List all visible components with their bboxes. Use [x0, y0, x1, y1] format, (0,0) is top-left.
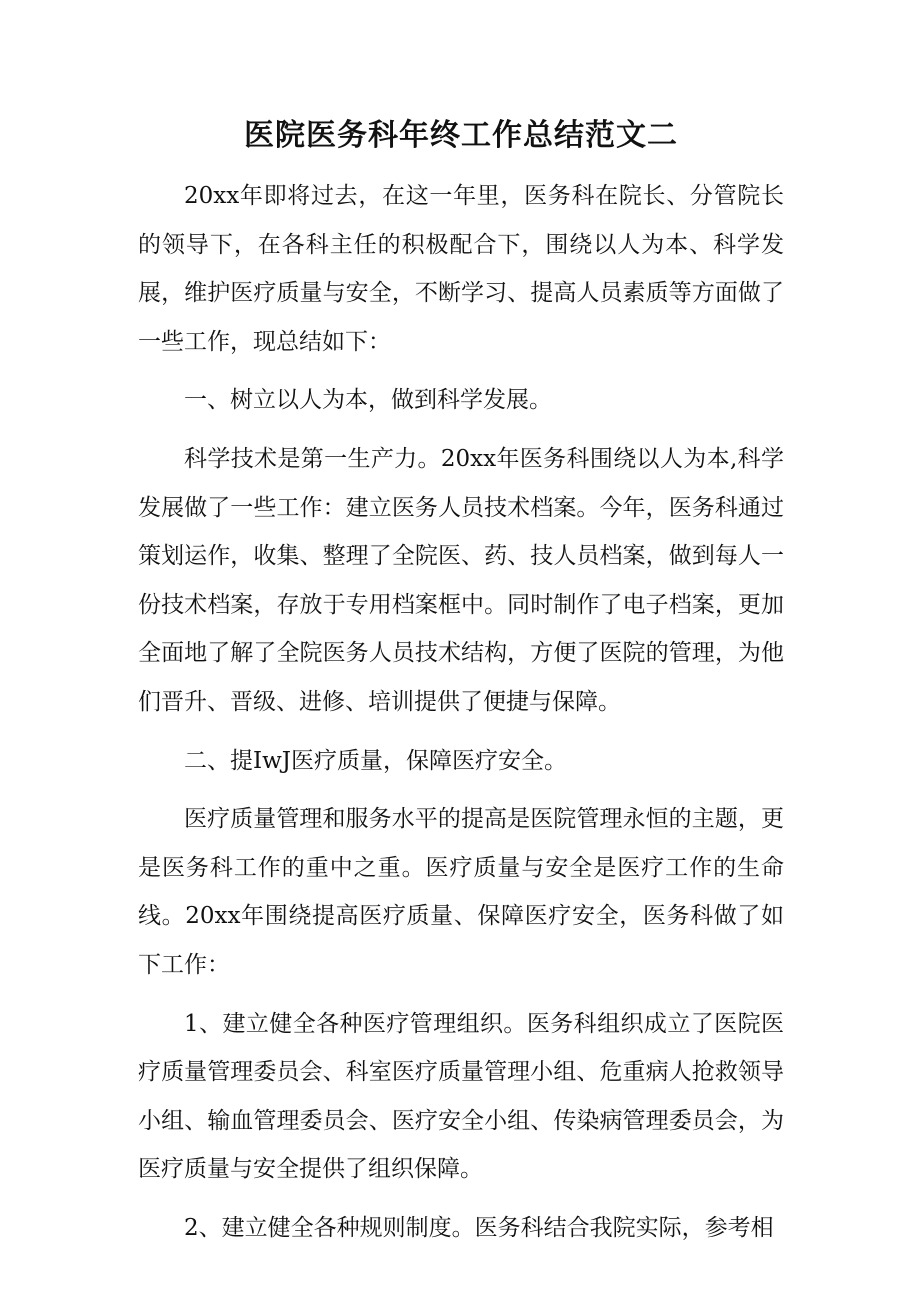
- paragraph-section-2: 医疗质量管理和服务水平的提高是医院管理永恒的主题，更是医务科工作的重中之重。医疗质量与安全是医疗工作的生命线。20xx年围绕提高医疗质量、保障医疗安全，医务科做了如下工作：: [138, 806, 784, 978]
- section-heading-2: 二、提IwJ医疗质量，保障医疗安全。: [184, 747, 567, 774]
- list-item-2: 2、建立健全各种规则制度。医务科结合我院实际，参考相: [184, 1214, 774, 1241]
- section-heading-1: 一、树立以人为本，做到科学发展。: [184, 387, 552, 414]
- paragraph-section-1: 科学技术是第一生产力。20xx年医务科围绕以人为本,科学发展做了一些工作：建立医务人员技术档案。今年，医务科通过策划运作，收集、整理了全院医、药、技人员档案，做到每人一份技术档案，存放于专用档案框中。同时制作了电子档案，更加全面地了解了全院医务人员技术结构，方便了医院的管理，为他们晋升、晋级、进修、培训提供了便捷与保障。: [138, 445, 784, 715]
- document-title: 医院医务科年终工作总结范文二: [244, 118, 678, 153]
- list-item-1: 1、建立健全各种医疗管理组织。医务科组织成立了医院医疗质量管理委员会、科室医疗质量管理小组、危重病人抢救领导小组、输血管理委员会、医疗安全小组、传染病管理委员会，为医疗质量与安全提供了组织保障。: [138, 1010, 784, 1183]
- paragraph-intro: 20xx年即将过去，在这一年里，医务科在院长、分管院长的领导下，在各科主任的积极配合下，围绕以人为本、科学发展，维护医疗质量与安全，不断学习、提高人员素质等方面做了一些工作，现总结如下：: [138, 183, 784, 355]
- document-page: [138, 110, 784, 1262]
